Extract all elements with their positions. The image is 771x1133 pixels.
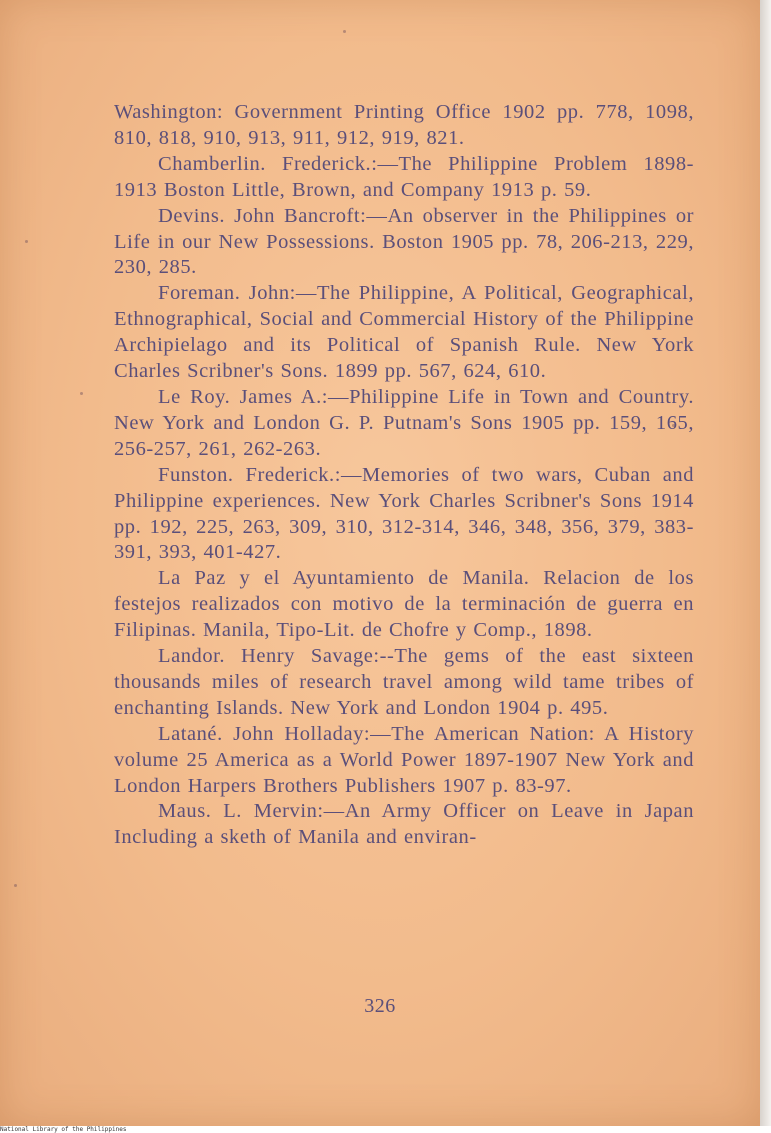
bibliography-entry: Le Roy. James A.:—Philippine Life in Town and Country. New York and London G. P. Putnam's Sons 1905 pp. 159, 165, 256-257, 261, 262-263. xyxy=(114,385,694,460)
bibliography-entry: Devins. John Bancroft:—An observer in the Philippines or Life in our New Possessions. Boston 1905 pp. 78, 206-213, 229, 230, 285. xyxy=(114,204,694,279)
bibliography-entry: Chamberlin. Frederick.:—The Philippine Problem 1898-1913 Boston Little, Brown, and Company 1913 p. 59. xyxy=(114,152,694,201)
bibliography-entry: Foreman. John:—The Philippine, A Political, Geographical, Ethnographical, Social and Commercial History of the Philippine Archipielago and its Political of Spanish Rule. New York Charles Scribner's Sons. 1899 pp. 567, 624, 610. xyxy=(114,282,694,383)
paper-speck xyxy=(343,30,346,33)
library-credit: National Library of the Philippines xyxy=(0,1126,127,1133)
paper-speck xyxy=(672,424,675,427)
bibliography-entry: Funston. Frederick.:—Memories of two wars, Cuban and Philippine experiences. New York Charles Scribner's Sons 1914 pp. 192, 225, 263, 309, 310, 312-314, 346, 348, 356, 379, 383-391, 393, 401-427. xyxy=(114,463,694,564)
paper-speck xyxy=(25,240,28,243)
bibliography-entry: Latané. John Holladay:—The American Nation: A History volume 25 America as a World Power 1897-1907 New York and London Harpers Brothers Publishers 1907 p. 83-97. xyxy=(114,722,694,797)
bibliography-text xyxy=(114,100,694,851)
paper-speck xyxy=(80,392,83,395)
page-edge xyxy=(760,0,771,1126)
bibliography-entry: Washington: Government Printing Office 1902 pp. 778, 1098, 810, 818, 910, 913, 911, 912, 919, 821. xyxy=(114,101,694,149)
bibliography-entry: Maus. L. Mervin:—An Army Officer on Leave in Japan Including a sketh of Manila and enviran- xyxy=(114,800,694,849)
bibliography-entry: La Paz y el Ayuntamiento de Manila. Relacion de los festejos realizados con motivo de la terminación de guerra en Filipinas. Manila, Tipo-Lit. de Chofre y Comp., 1898. xyxy=(114,567,694,642)
bibliography-entry: Landor. Henry Savage:--The gems of the east sixteen thousands miles of research travel among wild tame tribes of enchanting Islands. New York and London 1904 p. 495. xyxy=(114,645,694,719)
paper-speck xyxy=(14,884,17,887)
page-number: 326 xyxy=(364,995,396,1017)
